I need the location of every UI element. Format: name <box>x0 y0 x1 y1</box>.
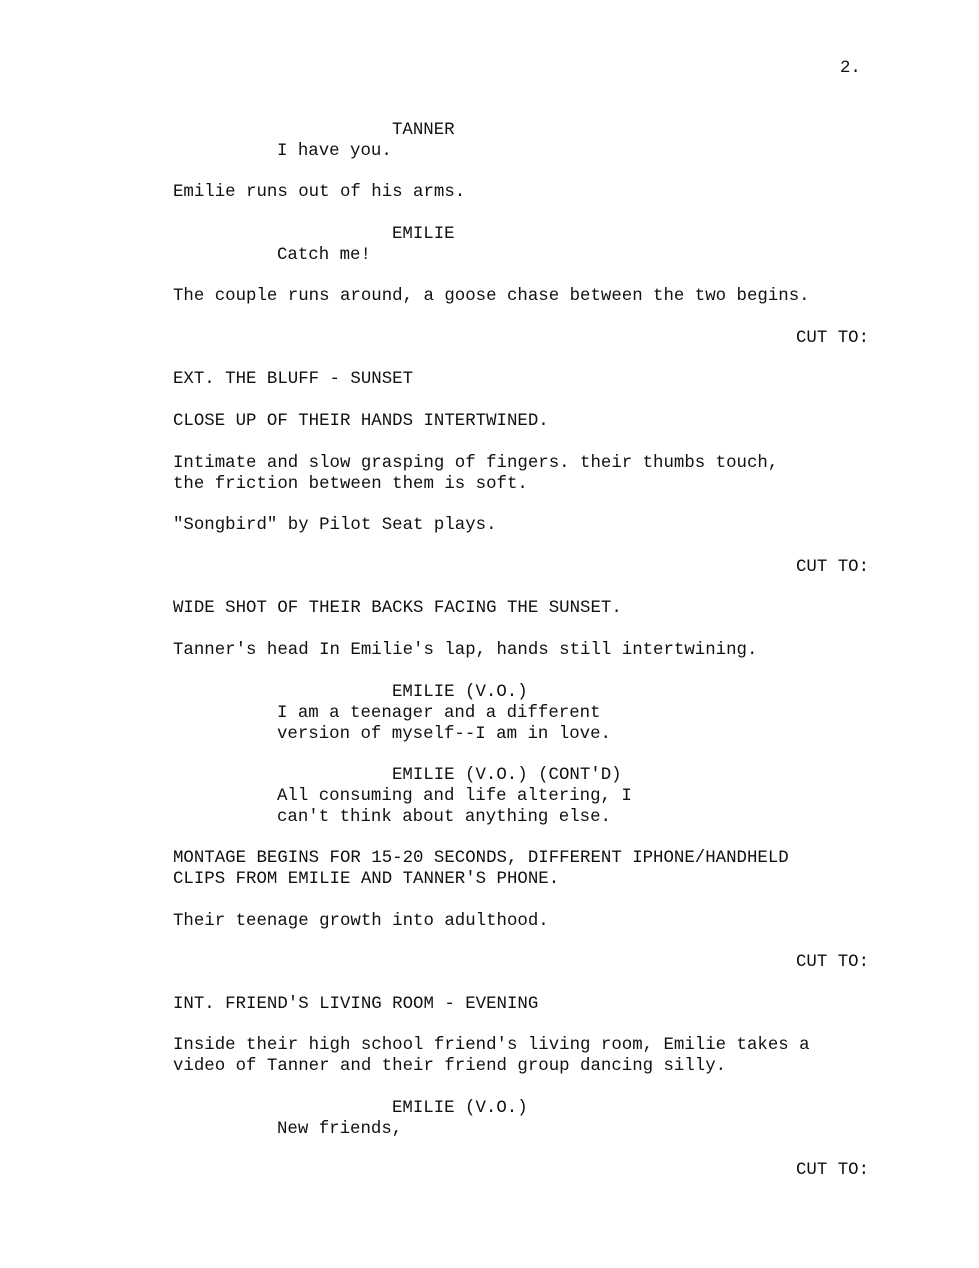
scene-heading: INT. FRIEND'S LIVING ROOM - EVENING <box>173 995 539 1014</box>
transition: CUT TO: <box>796 558 870 577</box>
scene-heading: EXT. THE BLUFF - SUNSET <box>173 370 414 389</box>
action-line: Inside their high school friend's living room, Emilie takes a <box>173 1036 810 1055</box>
dialogue-line: I have you. <box>277 142 392 161</box>
transition: CUT TO: <box>796 953 870 972</box>
character-name: EMILIE (V.O.) <box>392 1099 528 1118</box>
action-line: Tanner's head In Emilie's lap, hands still intertwining. <box>173 641 758 660</box>
page-number: 2. <box>840 59 861 78</box>
dialogue-line: version of myself--I am in love. <box>277 725 611 744</box>
action-line: WIDE SHOT OF THEIR BACKS FACING THE SUNSET. <box>173 599 622 618</box>
action-line: CLIPS FROM EMILIE AND TANNER'S PHONE. <box>173 870 560 889</box>
action-line: Emilie runs out of his arms. <box>173 183 466 202</box>
dialogue-line: New friends, <box>277 1120 403 1139</box>
action-line: video of Tanner and their friend group dancing silly. <box>173 1057 727 1076</box>
dialogue-line: All consuming and life altering, I <box>277 787 632 806</box>
transition: CUT TO: <box>796 1161 870 1180</box>
action-line: the friction between them is soft. <box>173 475 528 494</box>
action-line: CLOSE UP OF THEIR HANDS INTERTWINED. <box>173 412 549 431</box>
dialogue-line: I am a teenager and a different <box>277 704 601 723</box>
dialogue-line: Catch me! <box>277 246 371 265</box>
character-name: TANNER <box>392 121 455 140</box>
character-name: EMILIE <box>392 225 455 244</box>
character-name: EMILIE (V.O.) <box>392 683 528 702</box>
transition: CUT TO: <box>796 329 870 348</box>
character-name: EMILIE (V.O.) (CONT'D) <box>392 766 622 785</box>
dialogue-line: can't think about anything else. <box>277 808 611 827</box>
action-line: Intimate and slow grasping of fingers. their thumbs touch, <box>173 454 779 473</box>
action-line: Their teenage growth into adulthood. <box>173 912 549 931</box>
action-line: "Songbird" by Pilot Seat plays. <box>173 516 497 535</box>
action-line: The couple runs around, a goose chase between the two begins. <box>173 287 810 306</box>
action-line: MONTAGE BEGINS FOR 15-20 SECONDS, DIFFERENT IPHONE/HANDHELD <box>173 849 789 868</box>
